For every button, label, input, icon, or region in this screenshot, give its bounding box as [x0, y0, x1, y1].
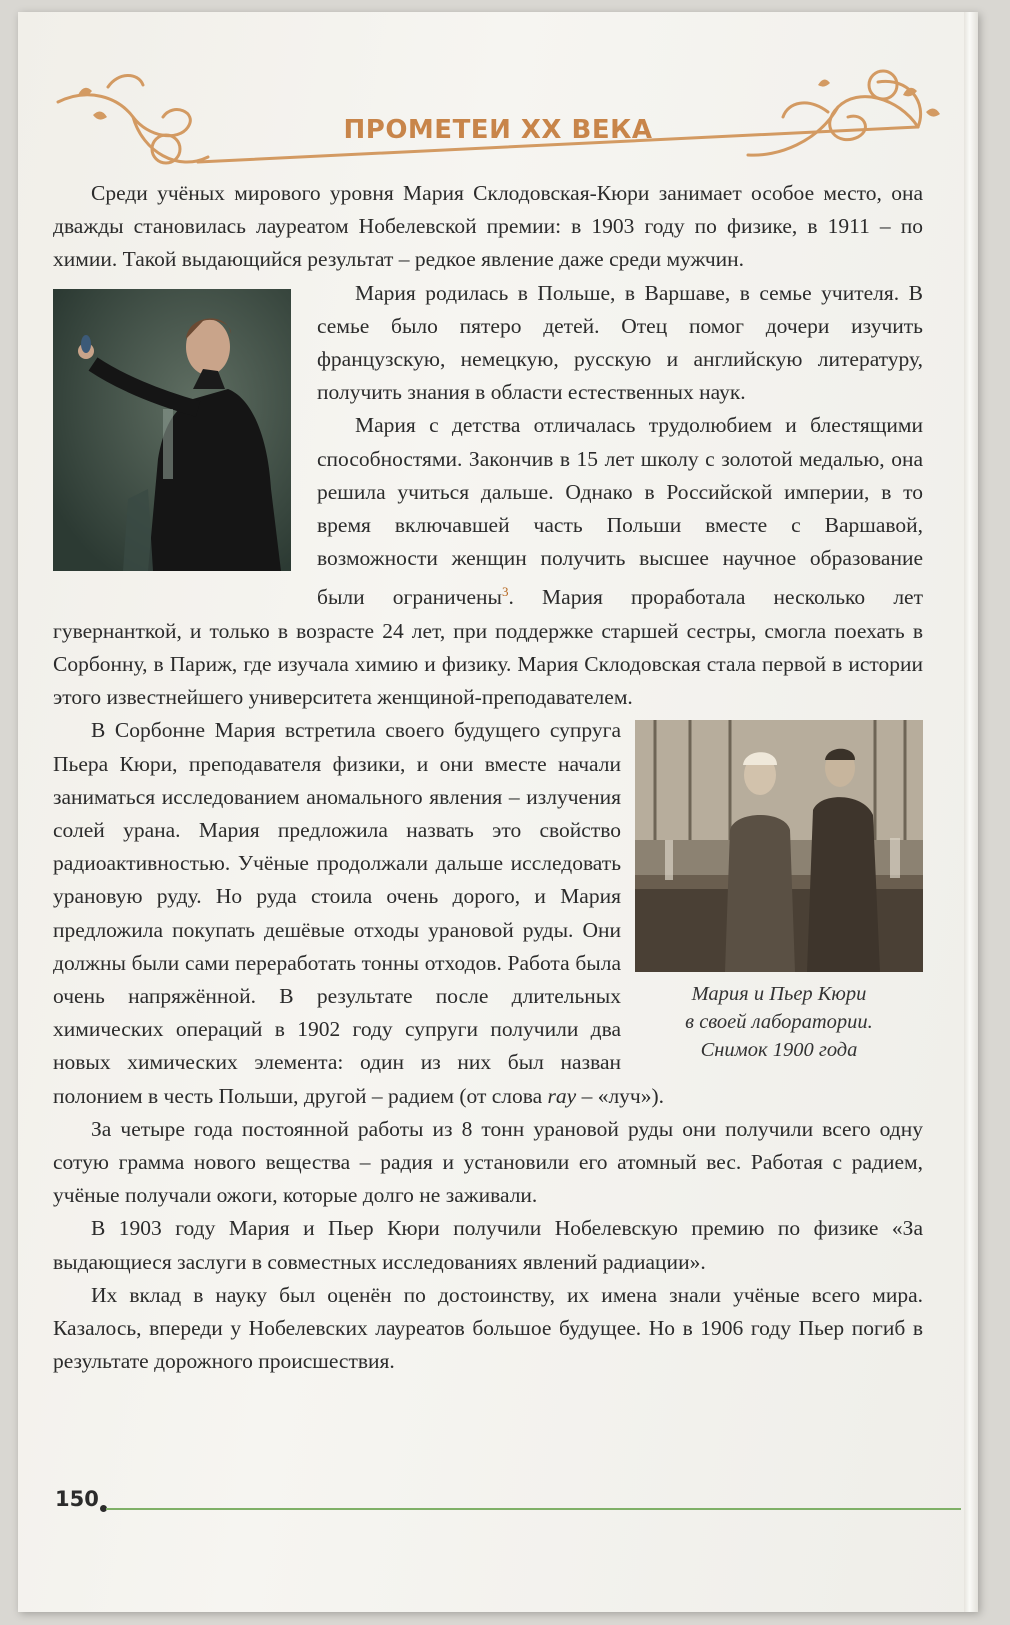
paragraph-1: Среди учёных мирового уровня Мария Склодовская-Кюри занимает особое место, она дважды становилась лауреатом Нобелевской премии: в 1903 году по физике, в 1911 – по химии. Такой выдающийся результат – редкое явление даже среди мужчин.	[53, 181, 923, 272]
marie-curie-portrait-photo-icon	[53, 289, 291, 571]
footnote-marker: 3	[501, 584, 509, 600]
caption-line-3: Снимок 1900 года	[700, 1039, 858, 1062]
paragraph-2: Мария родилась в Польше, в Варшаве, в семье учителя. В семье было пятеро детей. Отец помог дочери изучить французскую, немецкую, русскую и английскую литературу, получить знания в области естественных наук.	[317, 280, 923, 405]
book-page	[18, 12, 978, 1612]
paragraph-4-main: В Сорбонне Мария встретила своего будущего супруга Пьера Кюри, преподавателя физики, и они вместе начали заниматься исследованием аномального явления – излучения солей урана. Мария предложила назвать это свойство радиоактивностью. Учёные продолжали дальше исследовать урановую руду. Но руда стоила очень дорого, и Мария предложила покупать дешёвые отходы урановой руды. Они должны были сами переработать тонны отходов. Работа была очень напряжённой. В результате после длительных химических операций в 1902 году супруги получили два новых химических элемента: один из них был назван полонием в честь Польши, другой – радием (от слова	[53, 718, 621, 1108]
word-ray: ray	[547, 1083, 577, 1108]
lab-figure	[635, 720, 923, 1064]
chapter-header	[48, 57, 948, 187]
caption-line-2: в своей лаборатории.	[685, 1011, 873, 1034]
paragraph-7: Их вклад в науку был оценён по достоинству, их имена знали учёные всего мира. Казалось, впереди у Нобелевских лауреатов большое будущее. Но в 1906 году Пьер погиб в результате дорожного происшествия.	[53, 1282, 923, 1374]
paragraph-3-rest: . Мария проработала несколько лет гувернанткой, и только в возрасте 24 лет, при поддержке старшей сестры, смогла поехать в Сорбонну, в Париж, где изучала химию и физику. Мария Склодовская стала первой в истории этого известнейшего университета женщиной-преподавателем.	[53, 585, 923, 710]
caption-line-1: Мария и Пьер Кюри	[691, 983, 867, 1006]
footer-line	[106, 1508, 961, 1510]
photo-caption	[635, 980, 923, 1064]
paragraph-6: В 1903 году Мария и Пьер Кюри получили Нобелевскую премию по физике «За выдающиеся заслуги в совместных исследованиях явлений радиации».	[53, 1216, 923, 1274]
page-number: 150	[55, 1487, 99, 1511]
marie-curie-portrait	[53, 289, 291, 571]
page-edge	[964, 12, 978, 1612]
paragraph-5: За четыре года постоянной работы из 8 тонн урановой руды они получили всего одну сотую грамма нового вещества – радия и установили его атомный вес. Работая с радием, учёные получали ожоги, которые долго не заживали.	[53, 1116, 923, 1208]
paragraph-4-end: – «луч»).	[576, 1083, 665, 1108]
curie-laboratory-photo-icon	[635, 720, 923, 972]
paragraph-3-main: Мария с детства отличалась трудолюбием и блестящими способностями. Закончив в 15 лет школу с золотой медалью, она решила учиться дальше. Однако в Российской империи, в то время включавшей часть Польши вместе с Варшавой, возможности женщин получить высшее научное образование были ограничены	[317, 413, 923, 610]
chapter-title: ПРОМЕТЕИ XX ВЕКА	[343, 115, 653, 145]
article-body	[53, 177, 923, 1378]
curie-laboratory-photo	[635, 720, 923, 972]
